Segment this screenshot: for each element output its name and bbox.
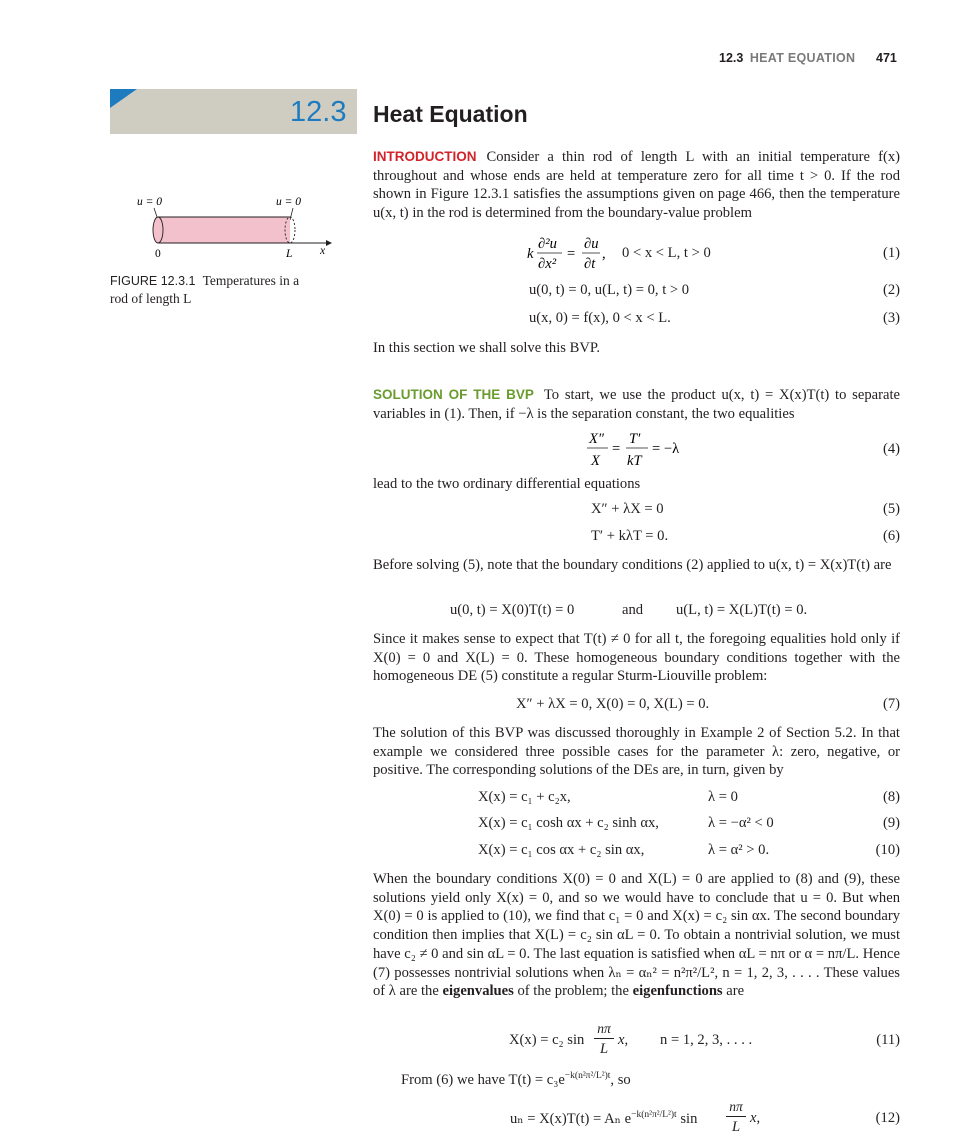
equation-7: X″ + λX = 0, X(0) = 0, X(L) = 0. [516, 696, 710, 712]
running-header [719, 51, 855, 65]
equation-10-left: X(x) = c₁ cos αx + c₂ sin αx, [478, 842, 645, 858]
equation-9-right: λ = −α² < 0 [708, 815, 774, 831]
equation-3-number: (3) [882, 310, 900, 326]
equation-8-right: λ = 0 [708, 789, 738, 805]
intro-paragraph [373, 148, 900, 223]
svg-text:X: X [591, 453, 600, 469]
rod-left-end [153, 217, 163, 243]
intro-text: Consider a thin rod of length L with an initial temperature f(x) throughout and whose ends are held at temperature zero for all time t > 0. If the rod shown in Figure 12.3.1 satisfies the assumptions given on page 466, then the temperature u(x, t) in the rod is determined from the boundary-value problem [373, 149, 900, 222]
equation-12-lhs: uₙ = X(x)T(t) = Aₙ e [510, 1111, 632, 1127]
svg-text:=: = [612, 441, 621, 457]
equation-11-range: n = 1, 2, 3, . . . . [660, 1032, 753, 1048]
bc-and: and [622, 602, 644, 618]
equation-7-number: (7) [882, 696, 900, 712]
right-pointer [290, 208, 293, 220]
equation-1-number: (1) [882, 245, 900, 261]
eigenvalues-term: eigenvalues [442, 983, 514, 1000]
axis-label-zero: 0 [155, 248, 161, 260]
equation-11-rhs: x, [618, 1032, 629, 1048]
equation-9-number: (9) [882, 815, 900, 831]
equation-8-left: X(x) = c₁ + c₂x, [478, 789, 571, 805]
figure-caption [110, 272, 320, 307]
svg-text:T′: T′ [629, 431, 641, 447]
svg-text:∂x²: ∂x² [538, 256, 557, 272]
equation-2: u(0, t) = 0, u(L, t) = 0, t > 0 [529, 282, 690, 298]
equation-11-lhs: X(x) = c₂ sin [509, 1032, 585, 1048]
since-paragraph: Since it makes sense to expect that T(t) ≠ 0 for all t, the foregoing equalities hold only if X(0) = 0 and X(L) = 0. These homogeneous boundary conditions together with the homogeneous DE (5) constitute a regular Sturm-Liouville problem: [373, 631, 900, 685]
header-section: 12.3 [719, 51, 744, 65]
before-paragraph: Before solving (5), note that the boundary conditions (2) applied to u(x, t) = X(x)T(t) are [373, 557, 892, 573]
equation-3: u(x, 0) = f(x), 0 < x < L. [529, 310, 671, 326]
svg-text:∂t: ∂t [584, 256, 596, 272]
svg-text:= −λ: = −λ [652, 441, 680, 457]
equation-2-number: (2) [882, 282, 900, 298]
svg-text:∂²u: ∂²u [538, 236, 557, 252]
equation-1-conditions: 0 < x < L, t > 0 [622, 245, 711, 261]
equation-12-rhs: x, [750, 1110, 761, 1126]
intro-label: INTRODUCTION [373, 149, 477, 164]
when-text-a: When the boundary conditions X(0) = 0 and X(L) = 0 are applied to (8) and (9), these solutions yield only X(x) = 0, and so we would have to conclude that u = 0. But when X(0) = 0 is applied to (10), we find that c₁ = 0 and X(x) = c₂ sin αx. The second boundary condition then implies that X(L) = c₂ sin αL = 0. To obtain a nontrivial solution, we must have c₂ ≠ 0 and sin αL = 0. The last equation is satisfied when αL = nπ or α = nπ/L. Hence (7) possesses nontrivial solutions when λₙ = αₙ² = n²π²/L², n = 1, 2, 3, . . . . These values of λ are the [373, 871, 900, 1000]
equation-12-sin: sin [680, 1111, 698, 1127]
axis-label-L: L [286, 248, 293, 260]
page-number: 471 [876, 51, 897, 65]
equation-12-frac-num: nπ [729, 1099, 743, 1114]
when-text-c: are [726, 983, 745, 1000]
equation-12-exponent: −k(n²π²/L²)t [631, 1110, 677, 1121]
solution-paragraph [373, 386, 900, 423]
left-boundary-label: u = 0 [137, 196, 163, 208]
from-exponent: −k(n²π²/L²)t [564, 1071, 611, 1081]
x-axis-arrow [326, 240, 332, 246]
equation-6-number: (6) [882, 528, 900, 544]
right-boundary-label: u = 0 [276, 196, 302, 208]
eigenfunctions-term: eigenfunctions [632, 983, 723, 1000]
equation-5: X″ + λX = 0 [591, 501, 664, 517]
equation-9-left: X(x) = c₁ cosh αx + c₂ sinh αx, [478, 815, 659, 831]
svg-text:=: = [567, 246, 576, 262]
equation-8-number: (8) [882, 789, 900, 805]
equation-11-number: (11) [876, 1032, 900, 1048]
equation-12-frac-bar [726, 1116, 746, 1117]
equation-10-right: λ = α² > 0. [708, 842, 770, 858]
rod-body [158, 217, 290, 243]
from-paragraph [401, 1071, 631, 1089]
equation-11-frac-den: L [599, 1041, 609, 1057]
caption-label: FIGURE 12.3.1 [110, 274, 196, 288]
section-number: 12.3 [290, 96, 347, 128]
svg-text:X″: X″ [589, 431, 604, 447]
intro-end: In this section we shall solve this BVP. [373, 340, 601, 356]
equation-6: T′ + kλT = 0. [591, 528, 669, 544]
solution-label: SOLUTION OF THE BVP [373, 387, 534, 402]
equation-11-frac-num: nπ [597, 1021, 611, 1036]
svg-text:k: k [527, 246, 534, 262]
when-paragraph [373, 870, 900, 1001]
header-title: HEAT EQUATION [749, 51, 856, 65]
equation-10-number: (10) [875, 842, 900, 858]
equation-4-number: (4) [882, 441, 900, 457]
equation-11-frac-bar [594, 1038, 614, 1039]
equation-12 [510, 1110, 697, 1128]
svg-text:kT: kT [627, 453, 642, 469]
bc-left: u(0, t) = X(0)T(t) = 0 [450, 602, 575, 618]
caption-text: Temperatures in a rod of length L [110, 273, 300, 306]
svg-text:∂u: ∂u [584, 236, 599, 252]
solution-discussion: The solution of this BVP was discussed thoroughly in Example 2 of Section 5.2. In that example we considered three possible cases for the parameter λ: zero, negative, or positive. The corresponding solutions of the DEs are, in turn, given by [373, 725, 900, 779]
corner-triangle [110, 89, 137, 108]
rod-figure [110, 190, 340, 265]
svg-text:,: , [602, 246, 606, 262]
bc-right: u(L, t) = X(L)T(t) = 0. [676, 602, 808, 618]
equation-12-frac-den: L [731, 1119, 741, 1135]
section-title: Heat Equation [373, 101, 528, 127]
equation-12-number: (12) [875, 1110, 900, 1126]
from-text: From (6) we have T(t) = c₃e [401, 1071, 565, 1088]
from-end: , so [610, 1071, 631, 1088]
equation-5-number: (5) [882, 501, 900, 517]
when-text-b: of the problem; the [517, 983, 629, 1000]
lead-paragraph: lead to the two ordinary differential equations [373, 476, 641, 492]
axis-label-x: x [320, 245, 326, 257]
solution-text: To start, we use the product u(x, t) = X(x)T(t) to separate variables in (1). Then, if −λ is the separation constant, the two equalities [373, 387, 900, 422]
equation-4 [586, 428, 696, 470]
